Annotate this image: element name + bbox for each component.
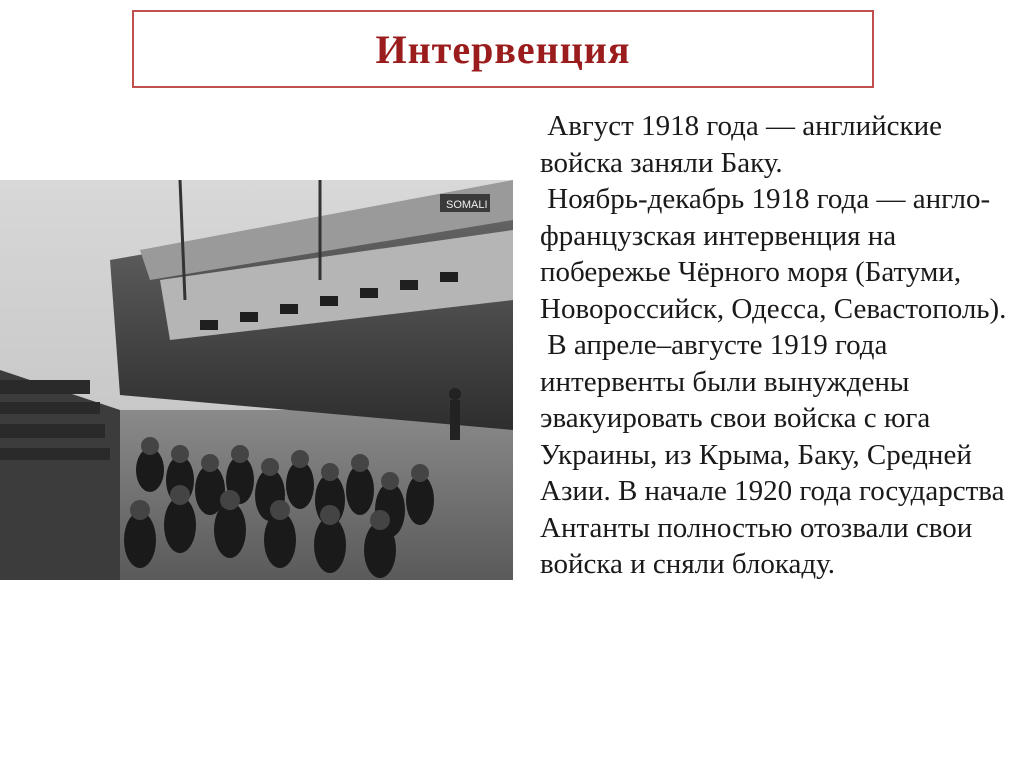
photo-ship-troops-illustration bbox=[0, 180, 513, 580]
paragraph-2 bbox=[540, 181, 1015, 327]
title-box bbox=[132, 10, 874, 88]
paragraph-3-text: В апреле–августе 1919 года интервенты были вынуждены эвакуировать свои войска с юга Украины, из Крыма, Баку, Средней Азии. В начале 1920 года государства Антанты полностью отозвали свои войска и сняли блокаду. bbox=[540, 329, 1005, 580]
historical-photo bbox=[0, 180, 513, 580]
ship-name-label: SOMALI bbox=[446, 199, 488, 211]
paragraph-1-text: Август 1918 года — английские войска заняли Баку. bbox=[540, 110, 942, 179]
paragraph-1 bbox=[540, 108, 1015, 181]
body-text bbox=[540, 108, 1015, 583]
paragraph-2-text: Ноябрь-декабрь 1918 года — англо-французская интервенция на побережье Чёрного моря (Батуми, Новороссийск, Одесса, Севастополь). bbox=[540, 183, 1007, 325]
slide-title: Интервенция bbox=[375, 26, 631, 72]
paragraph-3 bbox=[540, 327, 1015, 583]
